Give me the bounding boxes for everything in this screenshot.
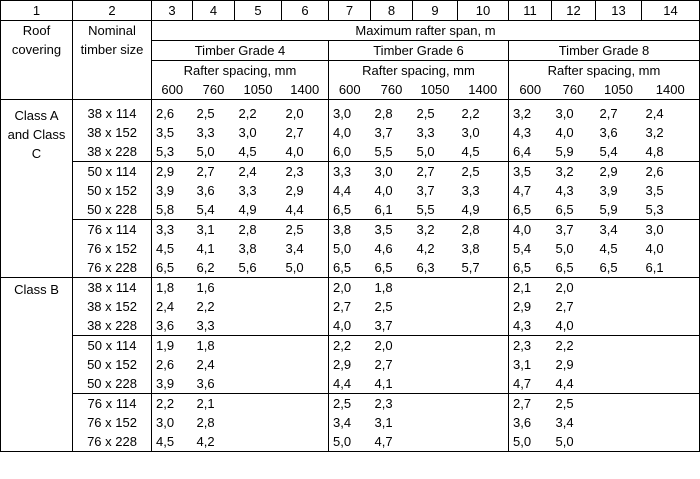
table-row [1, 394, 700, 414]
span-value-cell: 3,5 [371, 220, 413, 240]
span-value-cell: 3,3 [461, 183, 480, 198]
span-value-cell: 2,5 [282, 220, 329, 240]
span-value-cell: 4,0 [374, 183, 393, 198]
span-value-cell: 2,5 [552, 394, 596, 414]
span-value-cell [596, 336, 642, 356]
table-row [1, 374, 700, 394]
span-value-cell: 3,1 [374, 415, 393, 430]
span-value-cell: 6,4 [509, 142, 552, 162]
timber-size-cell: 38 x 114 [73, 278, 152, 298]
spacing-760: 760 [193, 80, 235, 100]
span-value-cell [596, 355, 642, 374]
spacing-600: 600 [329, 80, 371, 100]
header-row-span [1, 21, 700, 41]
span-value-cell: 6,1 [374, 202, 393, 217]
span-value-cell: 3,5 [642, 181, 700, 200]
span-value-cell: 3,3 [238, 183, 257, 198]
nominal-timber-size-header: Nominal timber size [73, 21, 152, 100]
span-value-cell: 5,5 [416, 202, 435, 217]
spacing-1050: 1050 [596, 80, 642, 100]
span-value-cell: 4,3 [509, 123, 552, 142]
timber-size-cell: 38 x 114 [73, 104, 152, 123]
span-value-cell [235, 413, 282, 432]
span-value-cell: 3,0 [371, 162, 413, 182]
span-value-cell: 3,0 [238, 125, 257, 140]
timber-size-cell: 50 x 228 [73, 374, 152, 394]
span-value-cell: 4,5 [599, 241, 618, 256]
span-value-cell: 2,9 [509, 297, 552, 316]
span-value-cell: 4,9 [461, 202, 480, 217]
span-value-cell: 2,2 [552, 336, 596, 356]
table-row [1, 200, 700, 220]
span-value-cell: 3,9 [152, 374, 193, 394]
span-value-cell [642, 336, 700, 356]
span-value-cell: 2,8 [374, 106, 393, 121]
span-value-cell: 6,5 [329, 200, 371, 220]
table-row [1, 355, 700, 374]
span-value-cell: 2,5 [196, 106, 215, 121]
span-value-cell: 2,2 [461, 106, 480, 121]
span-value-cell: 2,7 [509, 394, 552, 414]
timber-grade-8-header: Timber Grade 8 [509, 41, 700, 61]
span-value-cell: 6,5 [555, 260, 574, 275]
span-value-cell: 5,0 [329, 432, 371, 452]
span-value-cell: 5,0 [196, 144, 215, 159]
span-value-cell: 5,7 [461, 260, 480, 275]
table-row [1, 336, 700, 356]
span-value-cell [282, 374, 329, 394]
span-value-cell: 2,4 [152, 297, 193, 316]
timber-size-cell: 50 x 114 [73, 162, 152, 182]
span-value-cell: 2,4 [642, 104, 700, 123]
span-value-cell: 2,1 [509, 278, 552, 298]
span-value-cell: 5,0 [416, 144, 435, 159]
span-value-cell [458, 278, 509, 298]
span-value-cell: 2,3 [371, 394, 413, 414]
table-row [1, 278, 700, 298]
span-value-cell [282, 394, 329, 414]
spacing-1400: 1400 [458, 80, 509, 100]
span-value-cell: 3,3 [152, 220, 193, 240]
span-value-cell [458, 297, 509, 316]
span-value-cell: 4,1 [374, 376, 393, 391]
span-value-cell: 5,5 [374, 144, 393, 159]
timber-size-cell: 50 x 114 [73, 336, 152, 356]
span-value-cell [282, 432, 329, 452]
span-value-cell: 3,2 [509, 104, 552, 123]
span-value-cell: 2,9 [555, 357, 574, 372]
column-number: 2 [73, 1, 152, 21]
span-value-cell: 3,0 [642, 220, 700, 240]
span-value-cell: 5,3 [152, 142, 193, 162]
table-body [1, 1, 700, 452]
span-value-cell: 2,5 [458, 162, 509, 182]
span-value-cell: 3,0 [461, 125, 480, 140]
span-value-cell: 5,6 [238, 260, 257, 275]
span-value-cell: 4,4 [555, 376, 574, 391]
span-value-cell: 4,2 [416, 241, 435, 256]
span-value-cell: 2,7 [193, 162, 235, 182]
span-value-cell: 3,0 [152, 413, 193, 432]
spacing-1400: 1400 [282, 80, 329, 100]
span-value-cell [235, 278, 282, 298]
span-value-cell: 4,5 [461, 144, 480, 159]
span-value-cell: 4,0 [329, 123, 371, 142]
span-value-cell: 5,0 [285, 260, 304, 275]
span-value-cell: 2,6 [152, 104, 193, 123]
timber-size-cell: 38 x 228 [73, 142, 152, 162]
timber-grade-6-header: Timber Grade 6 [329, 41, 509, 61]
span-value-cell: 4,9 [238, 202, 257, 217]
span-value-cell: 3,6 [152, 316, 193, 336]
span-value-cell: 2,1 [193, 394, 235, 414]
table-row [1, 123, 700, 142]
spacing-1400: 1400 [642, 80, 700, 100]
span-value-cell [458, 432, 509, 452]
table-row [1, 181, 700, 200]
span-value-cell [413, 355, 458, 374]
span-value-cell: 2,3 [282, 162, 329, 182]
span-value-cell: 3,3 [196, 125, 215, 140]
spacing-760: 760 [552, 80, 596, 100]
span-value-cell: 3,8 [238, 241, 257, 256]
span-value-cell: 3,7 [374, 318, 393, 333]
column-number: 9 [413, 1, 458, 21]
span-value-cell: 4,7 [509, 374, 552, 394]
span-value-cell [282, 413, 329, 432]
span-value-cell: 5,0 [329, 239, 371, 258]
span-value-cell: 4,0 [509, 220, 552, 240]
span-value-cell: 2,5 [329, 394, 371, 414]
table-row [1, 220, 700, 240]
timber-size-cell: 76 x 228 [73, 432, 152, 452]
rafter-spacing-header: Rafter spacing, mm [329, 61, 509, 81]
column-number-row [1, 1, 700, 21]
span-value-cell: 3,0 [555, 106, 574, 121]
span-value-cell: 2,9 [596, 162, 642, 182]
span-value-cell: 1,8 [193, 336, 235, 356]
timber-size-cell: 76 x 114 [73, 220, 152, 240]
span-value-cell: 3,4 [555, 415, 574, 430]
timber-size-cell: 38 x 152 [73, 123, 152, 142]
span-value-cell: 3,6 [196, 183, 215, 198]
span-value-cell: 3,1 [193, 220, 235, 240]
timber-grade-4-header: Timber Grade 4 [152, 41, 329, 61]
span-value-cell: 2,8 [458, 220, 509, 240]
column-number: 14 [642, 1, 700, 21]
span-value-cell: 1,8 [371, 278, 413, 298]
span-value-cell: 2,6 [152, 355, 193, 374]
span-value-cell: 2,7 [374, 357, 393, 372]
span-value-cell: 4,3 [509, 316, 552, 336]
span-value-cell: 3,1 [509, 355, 552, 374]
span-value-cell [458, 336, 509, 356]
span-value-cell [596, 316, 642, 336]
span-value-cell: 3,4 [596, 220, 642, 240]
span-value-cell: 1,8 [152, 278, 193, 298]
column-number: 4 [193, 1, 235, 21]
span-value-cell: 3,6 [196, 376, 215, 391]
span-value-cell [642, 316, 700, 336]
span-value-cell: 2,5 [374, 299, 393, 314]
span-value-cell: 6,3 [416, 260, 435, 275]
spacing-1050: 1050 [413, 80, 458, 100]
span-value-cell [642, 394, 700, 414]
span-value-cell: 2,7 [413, 162, 458, 182]
span-value-cell [458, 374, 509, 394]
span-value-cell: 2,3 [509, 336, 552, 356]
column-number: 6 [282, 1, 329, 21]
span-value-cell: 2,2 [238, 106, 257, 121]
span-value-cell: 3,7 [552, 220, 596, 240]
span-value-cell: 4,6 [374, 241, 393, 256]
span-value-cell: 3,4 [285, 241, 304, 256]
span-value-cell: 2,4 [196, 357, 215, 372]
span-value-cell: 4,1 [196, 241, 215, 256]
span-value-cell [235, 355, 282, 374]
spacing-600: 600 [152, 80, 193, 100]
span-value-cell: 2,9 [329, 355, 371, 374]
span-value-cell: 3,8 [461, 241, 480, 256]
span-value-cell: 4,7 [509, 181, 552, 200]
span-value-cell: 2,9 [285, 183, 304, 198]
span-value-cell: 3,7 [374, 125, 393, 140]
span-value-cell: 3,3 [416, 125, 435, 140]
span-value-cell: 4,0 [555, 318, 574, 333]
span-value-cell [642, 413, 700, 432]
span-value-cell: 3,6 [599, 125, 618, 140]
column-number: 3 [152, 1, 193, 21]
table-row [1, 162, 700, 182]
span-value-cell [282, 355, 329, 374]
timber-size-cell: 76 x 228 [73, 258, 152, 278]
table-row [1, 316, 700, 336]
span-value-cell: 5,4 [509, 239, 552, 258]
timber-size-cell: 50 x 152 [73, 355, 152, 374]
table-row [1, 297, 700, 316]
span-value-cell: 2,4 [235, 162, 282, 182]
span-value-cell: 4,8 [642, 142, 700, 162]
span-value-cell: 5,4 [196, 202, 215, 217]
span-value-cell: 3,5 [152, 123, 193, 142]
span-value-cell: 2,8 [196, 415, 215, 430]
span-value-cell: 5,9 [599, 202, 618, 217]
span-value-cell: 6,5 [509, 258, 552, 278]
span-value-cell: 2,7 [599, 106, 618, 121]
table-row [1, 104, 700, 123]
span-value-cell: 3,3 [196, 318, 215, 333]
span-value-cell: 2,0 [329, 278, 371, 298]
spacing-600: 600 [509, 80, 552, 100]
spacing-760: 760 [371, 80, 413, 100]
span-value-cell: 5,9 [555, 144, 574, 159]
span-value-cell [596, 432, 642, 452]
span-value-cell: 4,3 [555, 183, 574, 198]
span-value-cell: 1,6 [193, 278, 235, 298]
spacing-1050: 1050 [235, 80, 282, 100]
column-number: 7 [329, 1, 371, 21]
span-value-cell: 3,8 [329, 220, 371, 240]
timber-size-cell: 50 x 152 [73, 181, 152, 200]
span-value-cell [596, 374, 642, 394]
span-value-cell: 2,7 [285, 125, 304, 140]
span-value-cell: 6,2 [196, 260, 215, 275]
span-value-cell [642, 278, 700, 298]
timber-size-cell: 38 x 228 [73, 316, 152, 336]
span-value-cell: 5,0 [552, 432, 596, 452]
rafter-spacing-header: Rafter spacing, mm [152, 61, 329, 81]
span-value-cell: 6,5 [599, 260, 618, 275]
timber-size-cell: 76 x 152 [73, 239, 152, 258]
table-row [1, 432, 700, 452]
span-value-cell: 4,0 [642, 239, 700, 258]
span-value-cell: 2,5 [416, 106, 435, 121]
span-value-cell: 4,0 [285, 144, 304, 159]
span-value-cell: 3,9 [599, 183, 618, 198]
column-number: 8 [371, 1, 413, 21]
span-value-cell [596, 278, 642, 298]
span-value-cell [282, 336, 329, 356]
timber-size-cell: 76 x 152 [73, 413, 152, 432]
roof-covering-class-cell: Class B [1, 278, 73, 452]
roof-covering-class-cell: Class A and Class C [1, 104, 73, 278]
span-value-cell: 3,2 [642, 123, 700, 142]
span-value-cell: 3,7 [416, 183, 435, 198]
span-value-cell: 4,5 [152, 239, 193, 258]
span-value-cell: 4,4 [329, 374, 371, 394]
span-value-cell: 5,3 [642, 200, 700, 220]
span-value-cell: 2,8 [235, 220, 282, 240]
column-number: 11 [509, 1, 552, 21]
span-value-cell: 3,5 [509, 162, 552, 182]
span-value-cell [458, 316, 509, 336]
span-value-cell [596, 297, 642, 316]
span-value-cell: 5,0 [555, 241, 574, 256]
roof-covering-header: Roof covering [1, 21, 73, 100]
span-value-cell: 6,5 [509, 200, 552, 220]
span-value-cell [642, 374, 700, 394]
span-value-cell: 4,4 [285, 202, 304, 217]
span-value-cell [458, 394, 509, 414]
span-value-cell: 3,4 [329, 413, 371, 432]
table-row [1, 258, 700, 278]
span-value-cell: 2,2 [196, 299, 215, 314]
span-value-cell [235, 374, 282, 394]
span-value-cell: 6,5 [555, 202, 574, 217]
span-value-cell: 4,2 [193, 432, 235, 452]
span-value-cell: 6,1 [642, 258, 700, 278]
span-value-cell [642, 355, 700, 374]
span-value-cell: 3,6 [509, 413, 552, 432]
timber-size-cell: 38 x 152 [73, 297, 152, 316]
span-value-cell [413, 336, 458, 356]
span-value-cell [596, 413, 642, 432]
span-value-cell: 6,5 [374, 260, 393, 275]
span-value-cell: 2,7 [555, 299, 574, 314]
span-value-cell: 6,5 [329, 258, 371, 278]
column-number: 10 [458, 1, 509, 21]
span-value-cell [235, 432, 282, 452]
span-value-cell: 2,2 [329, 336, 371, 356]
span-value-cell: 4,5 [238, 144, 257, 159]
timber-size-cell: 76 x 114 [73, 394, 152, 414]
span-value-cell: 3,9 [152, 181, 193, 200]
span-value-cell: 2,9 [152, 162, 193, 182]
span-value-cell: 3,2 [413, 220, 458, 240]
column-number: 5 [235, 1, 282, 21]
span-value-cell: 2,6 [642, 162, 700, 182]
span-value-cell: 2,7 [329, 297, 371, 316]
span-value-cell [235, 297, 282, 316]
table-row [1, 413, 700, 432]
span-value-cell: 2,2 [152, 394, 193, 414]
span-value-cell [413, 432, 458, 452]
span-value-cell: 2,0 [552, 278, 596, 298]
span-value-cell: 5,8 [152, 200, 193, 220]
span-value-cell: 3,3 [329, 162, 371, 182]
span-value-cell [413, 278, 458, 298]
span-value-cell [458, 355, 509, 374]
span-value-cell [413, 316, 458, 336]
span-value-cell [413, 394, 458, 414]
span-value-cell: 4,5 [152, 432, 193, 452]
table-row [1, 239, 700, 258]
timber-size-cell: 50 x 228 [73, 200, 152, 220]
rafter-spacing-header: Rafter spacing, mm [509, 61, 700, 81]
span-value-cell [596, 394, 642, 414]
span-value-cell: 3,2 [552, 162, 596, 182]
span-value-cell: 4,4 [329, 181, 371, 200]
column-number: 13 [596, 1, 642, 21]
span-value-cell: 2,0 [371, 336, 413, 356]
span-value-cell [235, 394, 282, 414]
span-value-cell: 2,0 [285, 106, 304, 121]
span-value-cell [413, 413, 458, 432]
column-number: 1 [1, 1, 73, 21]
span-value-cell [235, 316, 282, 336]
span-value-cell [642, 432, 700, 452]
span-value-cell [282, 278, 329, 298]
span-value-cell: 5,0 [509, 432, 552, 452]
span-value-cell: 6,5 [152, 258, 193, 278]
span-value-cell [282, 316, 329, 336]
table-row [1, 142, 700, 162]
span-value-cell: 4,7 [371, 432, 413, 452]
span-value-cell: 4,0 [555, 125, 574, 140]
span-value-cell [235, 336, 282, 356]
span-value-cell: 6,0 [329, 142, 371, 162]
span-value-cell [413, 374, 458, 394]
maximum-rafter-span-header: Maximum rafter span, m [152, 21, 700, 41]
column-number: 12 [552, 1, 596, 21]
span-value-cell [282, 297, 329, 316]
span-value-cell: 3,0 [329, 104, 371, 123]
span-value-cell: 4,0 [329, 316, 371, 336]
span-value-cell: 1,9 [152, 336, 193, 356]
span-value-cell [413, 297, 458, 316]
span-value-cell: 5,4 [599, 144, 618, 159]
span-value-cell [642, 297, 700, 316]
span-value-cell [458, 413, 509, 432]
